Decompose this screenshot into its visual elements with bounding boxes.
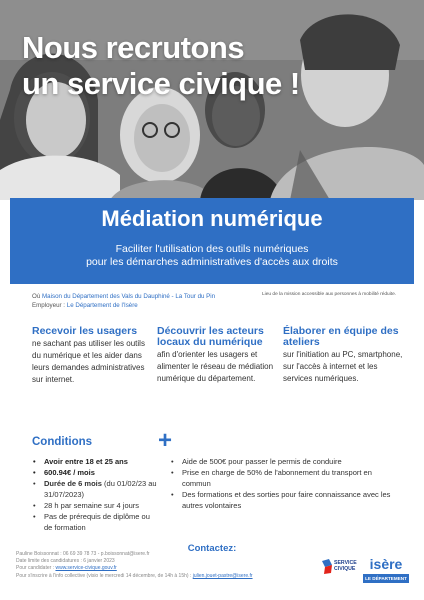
benefit-text: Aide de 500€ pour passer le permis de conduire — [182, 457, 342, 466]
info-session-link[interactable]: julien.jouet-pastre@isere.fr — [192, 572, 253, 579]
mission-column-3 — [283, 326, 407, 385]
info-session-label: Pour s'inscrire à l'info collective (visio le mercredi 14 décembre, de 14h à 15h) : — [16, 572, 193, 579]
list-item — [32, 511, 160, 533]
contact-block — [16, 551, 316, 580]
mission-text-3: sur l'initiation au PC, smartphone, sur l'accès à internet et les services numériques. — [283, 350, 403, 383]
service-civique-line-1: SERVICE — [334, 560, 357, 566]
condition-text-bold: Durée de 6 mois — [44, 479, 102, 488]
banner-subtitle-line-2: pour les démarches administratives d'accès aux droits — [86, 256, 338, 268]
deadline: Date limite des candidatures : 6 janvier 2023 — [16, 558, 115, 565]
isere-logo — [363, 556, 409, 584]
isere-logo-band: LE DÉPARTEMENT — [363, 574, 409, 583]
benefit-text: Prise en charge de 50% de l'abonnement du transport en commun — [182, 468, 372, 488]
conditions-title: Conditions — [32, 436, 93, 448]
banner-title: Médiation numérique — [101, 206, 323, 231]
accessibility-note: Lieu de la mission accessible aux personnes à mobilité réduite. — [262, 292, 397, 297]
location-label: Où — [32, 293, 41, 300]
service-civique-logo — [321, 557, 361, 583]
mission-text-2: afin d'orienter les usagers et alimenter le réseau de médiation numérique du département. — [157, 350, 274, 383]
bullet-icon: • — [33, 468, 36, 477]
plus-icon: + — [158, 427, 173, 454]
service-civique-line-2: CIVIQUE — [334, 566, 356, 572]
apply-link[interactable]: www.service-civique.gouv.fr — [55, 565, 117, 572]
mission-banner — [10, 198, 414, 284]
employer-label: Employeur : — [32, 302, 66, 309]
mission-title-3: Élaborer en équipe des ateliers — [283, 325, 399, 348]
list-item — [32, 467, 160, 478]
location-block — [32, 292, 215, 310]
banner-subtitle-line-1: Faciliter l'utilisation des outils numériques — [115, 243, 309, 255]
condition-text: Avoir entre 18 et 25 ans — [44, 457, 128, 466]
employer-value: Le Département de l'Isère — [66, 302, 138, 309]
bullet-icon: • — [171, 490, 174, 499]
condition-text: (du 01/02/23 au 31/07/2023) — [44, 479, 157, 499]
bullet-icon: • — [33, 479, 36, 488]
list-item — [32, 478, 160, 500]
isere-logo-word: isère — [369, 556, 403, 572]
location-line — [32, 292, 215, 301]
list-item — [170, 467, 400, 489]
bullet-icon: • — [33, 512, 36, 521]
hero-title-line-1: Nous recrutons — [22, 30, 245, 65]
list-item — [170, 456, 400, 467]
contact-person: Pauline Boissonnat : 06 69 39 78 73 - p.boissonnat@isere.fr — [16, 551, 150, 557]
conditions-list — [32, 456, 160, 533]
mission-title-1: Recevoir les usagers — [32, 325, 138, 337]
hero-title-line-2: un service civique ! — [22, 66, 300, 101]
bullet-icon: • — [171, 468, 174, 477]
bullet-icon: • — [33, 457, 36, 466]
condition-text: 600.94€ / mois — [44, 468, 95, 477]
condition-text: Pas de prérequis de diplôme ou de formation — [44, 512, 150, 532]
benefits-list — [170, 456, 400, 511]
employer-line — [32, 301, 215, 310]
benefit-text: Des formations et des sorties pour faire connaissance avec les autres volontaires — [182, 490, 391, 510]
apply-label: Pour candidater : — [16, 565, 56, 572]
list-item — [32, 456, 160, 467]
mission-column-2 — [157, 326, 281, 385]
banner-subtitle — [10, 243, 414, 269]
bullet-icon: • — [171, 457, 174, 466]
hero-title — [22, 30, 412, 102]
hero-photo — [0, 0, 424, 200]
mission-column-1 — [32, 326, 156, 386]
list-item — [170, 489, 400, 511]
apply-line — [16, 565, 316, 572]
location-value: Maison du Département des Vals du Dauphiné - La Tour du Pin — [42, 293, 216, 300]
mission-title-2: Découvrir les acteurs locaux du numérique — [157, 325, 264, 348]
service-civique-logo-text — [334, 560, 357, 572]
contact-title: Contactez: — [187, 543, 237, 554]
mission-text-1: ne sachant pas utiliser les outils du numérique et les aider dans leurs demandes administratives sur internet. — [32, 339, 145, 384]
info-session-line — [16, 573, 316, 580]
list-item — [32, 500, 160, 511]
bullet-icon: • — [33, 501, 36, 510]
condition-text: 28 h par semaine sur 4 jours — [44, 501, 140, 510]
service-civique-logo-mark — [321, 559, 333, 575]
